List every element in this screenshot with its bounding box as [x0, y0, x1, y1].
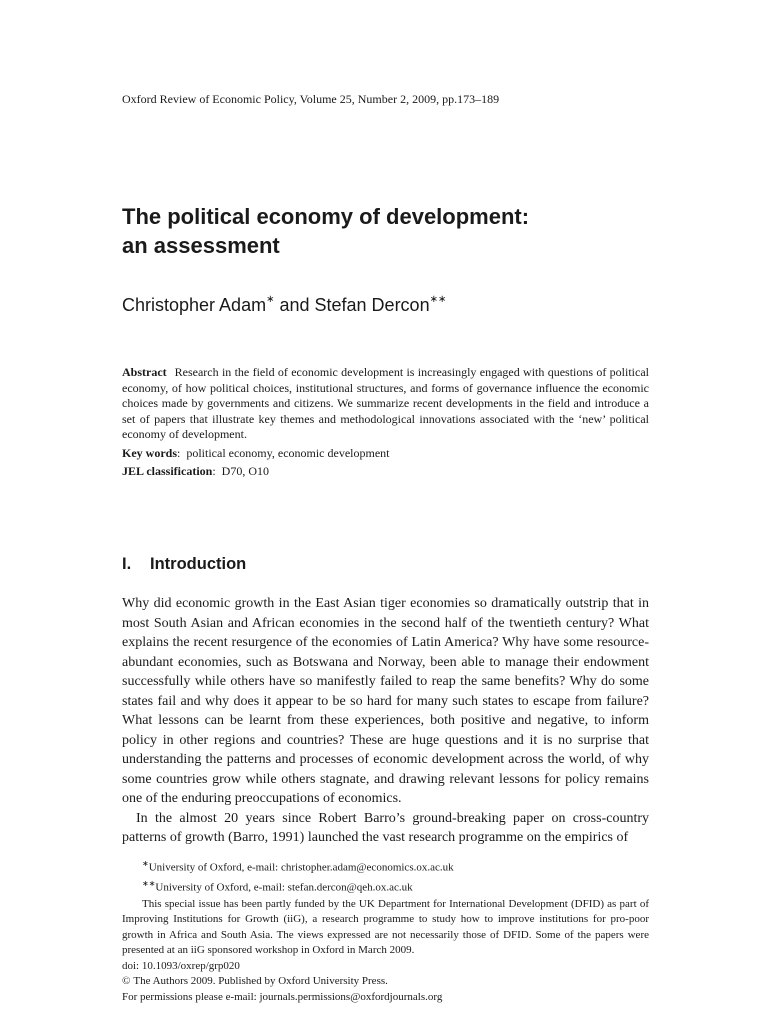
permissions-line: For permissions please e-mail: journals.permissions@oxfordjournals.org — [122, 991, 443, 1004]
jel-line — [122, 464, 269, 479]
footnote-text: University of Oxford, e-mail: christopher.adam@economics.ox.ac.uk — [148, 861, 454, 874]
article-title — [122, 202, 682, 260]
copyright-text: The Authors 2009. Published by Oxford University Press. — [133, 975, 388, 988]
affiliation-mark: ∗∗ — [429, 294, 447, 305]
author-name: Christopher Adam — [122, 295, 267, 315]
affiliation-mark: ∗ — [266, 294, 275, 305]
footnote-affiliation — [122, 856, 649, 876]
jel-label: JEL classification — [122, 464, 213, 478]
section-title: Introduction — [150, 555, 247, 573]
footnote-text: University of Oxford, e-mail: stefan.dercon@qeh.ox.ac.uk — [155, 881, 413, 894]
jel-text: : D70, O10 — [212, 464, 270, 478]
footnote-affiliation — [122, 876, 649, 896]
author-connector: and — [274, 295, 315, 315]
copyright-line — [122, 974, 649, 990]
doi-line: doi: 10.1093/oxrep/grp020 — [122, 959, 240, 972]
title-line-1: The political economy of development: — [122, 204, 530, 229]
copyright-icon: © — [122, 975, 131, 988]
abstract-label: Abstract — [122, 365, 167, 379]
keywords-text: : political economy, economic development — [177, 446, 390, 460]
body-paragraph: Why did economic growth in the East Asian tiger economies so dramatically outstrip that in most South Asian and African economies in the second half of the twentieth century? What explains the recent resurgence of the economies of Latin America? Why have some resource-abundant economies, such as Botswana and Norway, been able to manage their endowment successfully while others have so manifestly failed to reap the same benefits? Why do some states fail and why does it appear to be so hard for many such states to escape from failure? What lessons can be learnt from these experiences, both positive and negative, to inform policy in other regions and countries? These are huge questions and it is no surprise that understanding the patterns and processes of economic development across the world, of why some countries grow while others stagnate, and drawing relevant lessons for policy remains one of the enduring preoccupations of economics. — [122, 596, 649, 806]
footnote-funding: This special issue has been partly funded by the UK Department for International Development (DFID) as part of Improving Institutions for Growth (iiG), a research programme to study how to improve institutions for pro-poor growth in Africa and South Asia. The views expressed are not necessarily those of DFID. Some of the papers were presented at an iiG sponsored workshop in Oxford in March 2009. — [122, 897, 649, 957]
author-list — [122, 295, 446, 316]
title-line-2: an assessment — [122, 233, 280, 258]
body-paragraph: In the almost 20 years since Robert Barro’s ground-breaking paper on cross-country patterns of growth (Barro, 1991) launched the vast research programme on the empirics of — [122, 810, 649, 845]
body-text — [122, 594, 649, 848]
abstract — [122, 365, 649, 443]
keywords-line — [122, 446, 390, 461]
section-number: I. — [122, 555, 132, 573]
section-heading — [122, 555, 246, 574]
author-name: Stefan Dercon — [314, 295, 430, 315]
footnote-mark: ∗ — [142, 859, 149, 868]
footnotes — [122, 856, 649, 1006]
running-header: Oxford Review of Economic Policy, Volume 25, Number 2, 2009, pp.173–189 — [122, 92, 500, 106]
abstract-text: Research in the field of economic development is increasingly engaged with questions of political economy, of how political choices, institutional structures, and forms of governance influence the economic choices made by governments and citizens. We summarize recent developments in the field and introduce a set of papers that illustrate key themes and methodological innovations associated with the ‘new’ political economy of development. — [122, 365, 649, 442]
keywords-label: Key words — [122, 446, 177, 460]
footnote-mark: ∗∗ — [142, 879, 156, 889]
